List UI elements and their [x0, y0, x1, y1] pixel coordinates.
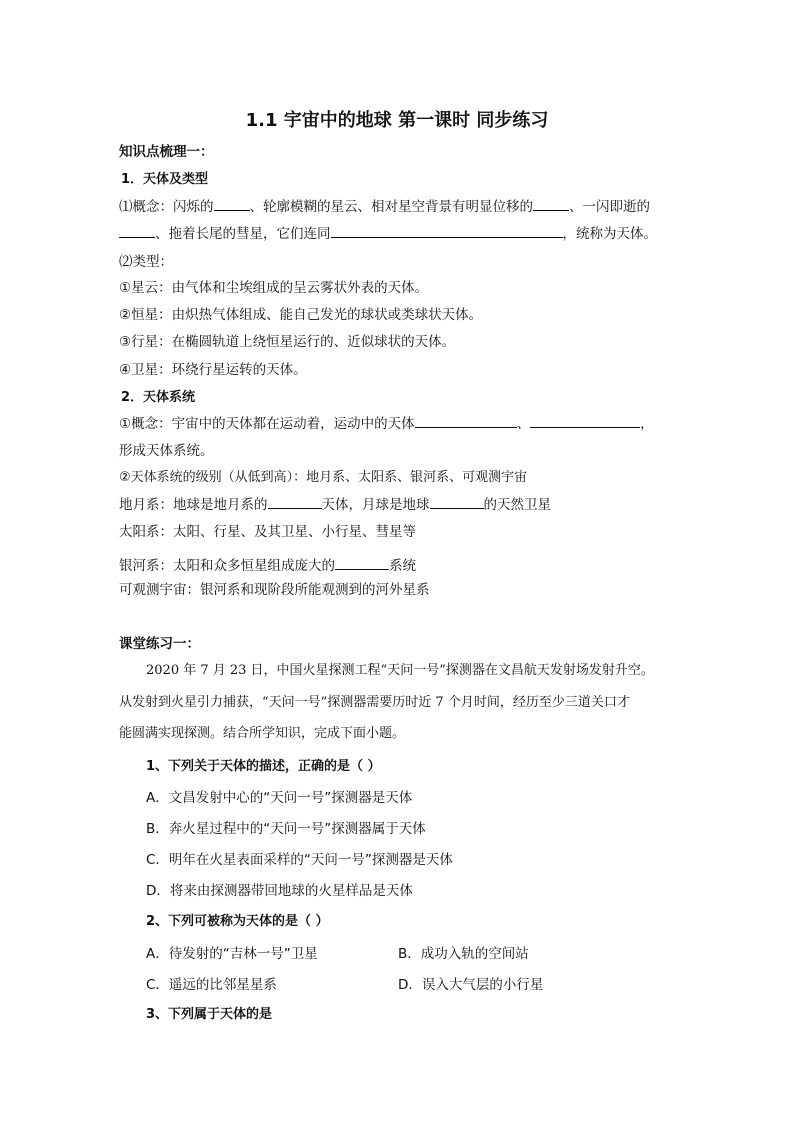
q2-option-b[interactable]: B．成功入轨的空间站	[398, 946, 529, 962]
section-heading-practice: 课堂练习一：	[119, 636, 200, 652]
text: 、拖着长尾的彗星，它们连同	[155, 226, 331, 242]
observable-universe: 可观测宇宙：银河系和现阶段所能观测到的河外星系	[119, 582, 430, 598]
type-nebula: ①星云：由气体和尘埃组成的呈云雾状外表的天体。	[119, 280, 429, 296]
fill-blank[interactable]	[119, 225, 155, 238]
q1-option-b[interactable]: B．奔火星过程中的“天问一号”探测器属于天体	[146, 821, 426, 837]
text: 地月系：地球是地月系的	[119, 497, 268, 513]
text: 系统	[389, 558, 416, 574]
type-planet: ③行星：在椭圆轨道上绕恒星运行的、近似球状的天体。	[119, 334, 456, 350]
question-2: 2、下列可被称为天体的是（ ）	[146, 914, 329, 929]
text: 天体，月球是地球	[321, 497, 430, 513]
text: ①概念：宇宙中的天体都在运动着，运动中的天体	[119, 416, 415, 432]
text: ，	[640, 416, 654, 432]
q2-option-c[interactable]: C．遥远的比邻星星系	[146, 977, 277, 993]
concept-line-1	[119, 198, 650, 216]
q1-option-c[interactable]: C．明年在火星表面采样的“天问一号”探测器是天体	[146, 852, 453, 868]
text: 银河系：太阳和众多恒星组成庞大的	[119, 558, 335, 574]
q1-option-d[interactable]: D．将来由探测器带回地球的火星样品是天体	[146, 883, 413, 899]
passage-line-1: 2020 年 7 月 23 日，中国火星探测工程“天问一号”探测器在文昌航天发射场发射升空。	[146, 663, 654, 678]
galaxy-system	[119, 557, 416, 575]
text: 、一闪即逝的	[569, 199, 650, 215]
fill-blank[interactable]	[331, 225, 563, 238]
question-1: 1、下列关于天体的描述，正确的是（ ）	[146, 759, 381, 774]
type-satellite: ④卫星：环绕行星运转的天体。	[119, 362, 307, 378]
earth-moon-system	[119, 496, 551, 514]
type-star: ②恒星：由炽热气体组成、能自己发光的球状或类球状天体。	[119, 307, 483, 323]
fill-blank[interactable]	[268, 496, 322, 509]
subheading-celestial-bodies: 1．天体及类型	[121, 172, 209, 187]
section-heading-knowledge: 知识点梳理一：	[119, 144, 214, 160]
q1-option-a[interactable]: A．文昌发射中心的“天问一号”探测器是天体	[146, 790, 413, 806]
subheading-celestial-systems: 2．天体系统	[121, 390, 196, 405]
page-title: 1.1 宇宙中的地球 第一课时 同步练习	[245, 110, 549, 131]
solar-system: 太阳系：太阳、行星、及其卫星、小行星、彗星等	[119, 524, 416, 540]
fill-blank[interactable]	[530, 415, 640, 428]
fill-blank[interactable]	[335, 557, 389, 570]
system-levels: ②天体系统的级别（从低到高）：地月系、太阳系、银河系、可观测宇宙	[119, 470, 528, 485]
question-3: 3、下列属于天体的是	[146, 1007, 273, 1022]
text: 、轮廓模糊的星云、相对星空背景有明显位移的	[249, 199, 533, 215]
passage-line-3: 能圆满实现探测。结合所学知识，完成下面小题。	[119, 726, 406, 741]
q2-option-d[interactable]: D．误入大气层的小行星	[398, 977, 544, 993]
fill-blank[interactable]	[430, 496, 484, 509]
fill-blank[interactable]	[533, 198, 569, 211]
system-concept-line-1	[119, 415, 654, 433]
concept-line-2	[119, 225, 657, 243]
fill-blank[interactable]	[415, 415, 517, 428]
types-label: ⑵类型：	[119, 254, 173, 270]
system-concept-line-2: 形成天体系统。	[119, 443, 214, 459]
text: ⑴概念：闪烁的	[119, 199, 214, 215]
passage-line-2: 从发射到火星引力捕获，“天问一号”探测器需要历时近 7 个月时间，经历至少三道关口才	[119, 695, 630, 710]
q2-option-a[interactable]: A．待发射的“吉林一号”卫星	[146, 946, 318, 962]
text: 的天然卫星	[483, 497, 551, 513]
text: ，统称为天体。	[562, 226, 657, 242]
fill-blank[interactable]	[214, 198, 250, 211]
text: 、	[516, 416, 531, 432]
